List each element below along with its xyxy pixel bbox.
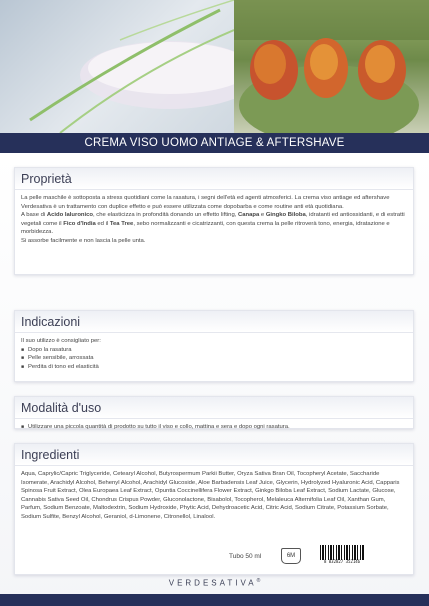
barcode-bars (320, 545, 364, 560)
barcode-number: 8 032827 352146 (323, 559, 361, 564)
section-indicazioni (14, 310, 414, 382)
brand-logo: VERDESATIVA® (168, 578, 261, 588)
barcode (318, 545, 366, 565)
section-modalita (14, 396, 414, 429)
section-heading: Ingredienti (15, 444, 413, 466)
section-body (15, 466, 413, 526)
prickly-pear-illustration (234, 0, 429, 133)
prickly-pear-photo (234, 0, 429, 133)
list-item: ■ Utilizzare una piccola quantità di prodotto su tutto il viso e collo, mattina e sera e dopo ogni rasatura. (21, 423, 407, 432)
pao-icon: 6M (281, 548, 301, 564)
section-body (15, 333, 413, 375)
list-item: ■ Perdita di tono ed elasticità (21, 363, 407, 372)
cream-jar-illustration (0, 0, 234, 133)
product-photo (0, 0, 429, 133)
section-proprieta (14, 167, 414, 275)
list-item: ■ Dopo la rasatura (21, 346, 407, 355)
paragraph: A base di Acido Ialuronico, che elasticizza in profondità donando un effetto lifting, Canapa e Gingko Biloba, idratanti ed antiossidanti, e di estratti vegetali come il Fico d'India ed il Tea Tree, sebo normalizzanti e cicatrizzanti, con questa crema la pelle ritroverà tono, energia, idratazione e morbidezza. (21, 212, 405, 236)
list-item: ■ Pelle sensibile, arrossata (21, 354, 407, 363)
section-body (15, 419, 413, 436)
paragraph: Il suo utilizzo è consigliato per: (21, 338, 101, 344)
bullet-list (21, 423, 407, 432)
section-heading: Proprietà (15, 168, 413, 190)
ingredients-list: Aqua, Caprylic/Capric Triglyceride, Cetearyl Alcohol, Butyrospermum Parkii Butter, Oryza Sativa Bran Oil, Tocopheryl Acetate, Saccharide Isomerate, Arachidyl Alcohol, Behenyl Alcohol, Arachidyl Glucoside, Aloe Barbadensis Leaf Juice, Glycerin, Hydrolyzed Hyaluronic Acid, Capparis Spinosa Fruit Extract, Olea Europaea Leaf Extract, Opuntia Coccinellifera Flower Extract, Ginkgo Biloba Leaf Extract, Sodium Lactate, Glucose, Cannabis Sativa Seed Oil, Chondrus Crispus Powder, Gluconolactone, Bisabolol, Tocopherol, Melaleuca Alternifolia Leaf Oil, Xanthan Gum, Parfum, Sodium Benzoate, Maltodextrin, Sodium Hydroxide, Phytic Acid, Dehydroacetic Acid, Citric Acid, Sodium Citrate, Potassium Sorbate, Sodium Sulfite, Benzyl Alcohol, Geraniol, d-Limonene, Citronellol, Linalool. (21, 471, 400, 520)
page-title: CREMA VISO UOMO ANTIAGE & AFTERSHAVE (0, 133, 429, 153)
section-body (15, 190, 413, 250)
bullet-list (21, 346, 407, 372)
paragraph: Si assorbe facilmente e non lascia la pelle unta. (21, 237, 146, 244)
cream-jar-photo (0, 0, 234, 133)
section-heading: Modalità d'uso (15, 397, 413, 419)
section-heading: Indicazioni (15, 311, 413, 333)
paragraph: La pelle maschile è sottoposta a stress quotidiani come la rasatura, i segni dell'età ed agenti atmosferici. La crema viso antiage ed aftershave Verdesativa è un trattamento con duplice effetto e può essere utilizzata come dopobarba e come routine anti età quotidiana. (21, 195, 390, 210)
package-size: Tubo 50 ml (229, 553, 262, 560)
footer-bar (0, 594, 429, 606)
